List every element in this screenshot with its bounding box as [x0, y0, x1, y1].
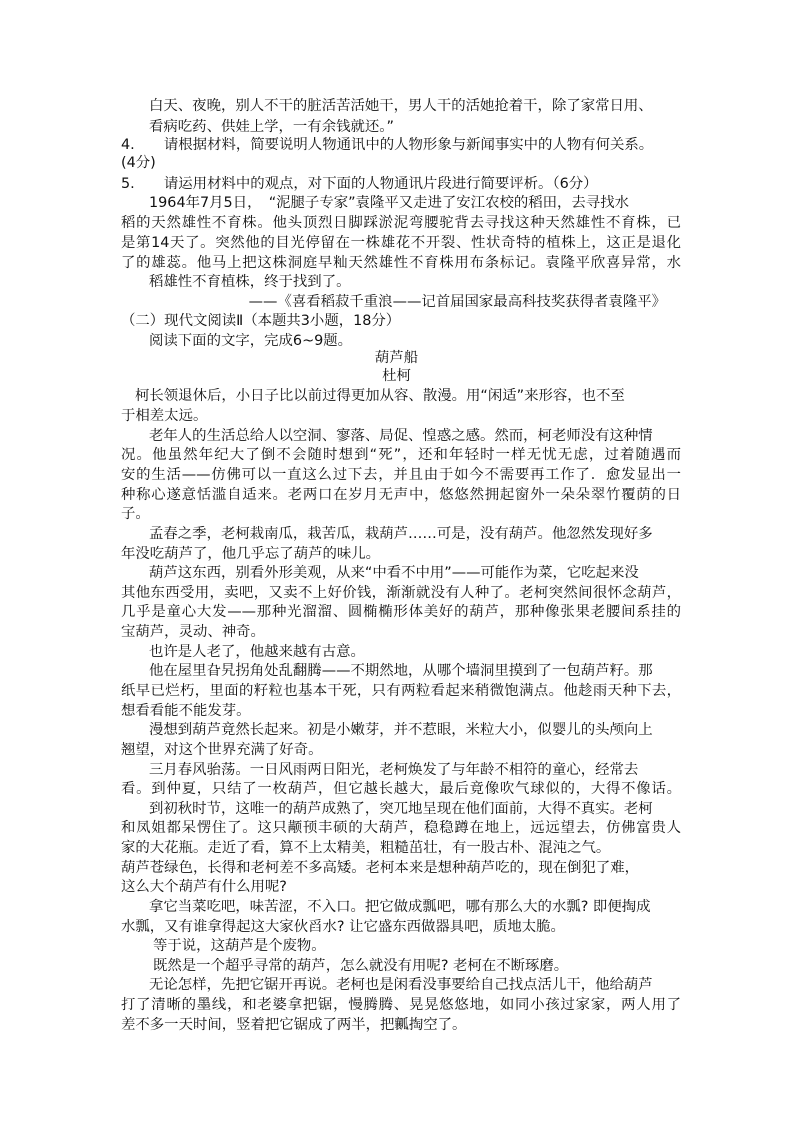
article-line: 差不多一天时间，竖着把它锯成了两半，把瓤掏空了。 [121, 1017, 467, 1033]
article-line: 宝葫芦，灵动、神奇。 [121, 624, 265, 640]
question-number: 5. [121, 176, 135, 192]
article-line: 拿它当菜吃吧，味苦涩，不入口。把它做成瓢吧，哪有那么大的水瓢? 即便掏成 [149, 899, 651, 915]
article-line: 看。到仲夏，只结了一枚葫芦，但它越长越大，最后竟像吹气球似的，大得不像话。 [121, 781, 681, 797]
question-score: (4分) [121, 155, 156, 171]
article-line: 安的生活——仿佛可以一直这么过下去，并且由于如今不需要再工作了．愈发显出一 [121, 467, 681, 483]
article-line: 柯长领退休后，小日子比以前过得更加从容、散漫。用“闲适”来形容，也不至 [135, 388, 625, 404]
article-line: 漫想到葫芦竟然长起来。初是小嫩芽，并不惹眼，米粒大小，似婴儿的头颅向上 [149, 722, 653, 738]
article-line: 于相差太远。 [121, 408, 208, 424]
passage-line: 1964年7月5日， “泥腿子专家”袁隆平又走进了安江农校的稻田，去寻找水 [149, 195, 629, 211]
question-text: 请运用材料中的观点，对下面的人物通讯片段进行简要评析。（6分） [163, 176, 598, 192]
article-line: 况。他虽然年纪大了倒不会随时想到“死”，还和年轻时一样无忧无虑，过着随遇而 [121, 447, 681, 463]
article-line: 家的大花瓶。走近了看，算不上太精美，粗糙茁壮，有一股古朴、混沌之气。 [121, 840, 611, 856]
article-line: 和凤姐都呆愣住了。这只颟顸丰硕的大葫芦，稳稳蹲在地上，远远望去，仿佛富贵人 [121, 820, 681, 836]
article-line: 三月春风骀荡。一日风雨两日阳光，老柯焕发了与年龄不相符的童心，经常去 [149, 762, 639, 778]
article-line: 水瓢，又有谁拿得起这大家伙舀水? 让它盛东西做器具吧，质地太脆。 [121, 919, 565, 935]
article-line: 这么大个葫芦有什么用呢? [121, 879, 287, 895]
passage-line: 稻雄性不育植株，终于找到了。 [149, 274, 351, 290]
passage-line: 稻的天然雄性不育株。他头顶烈日脚踩淤泥弯腰驼背去寻找这种天然雄性不育株，已 [121, 215, 681, 231]
article-line: 打了清晰的墨线，和老婆拿把锯，慢腾腾、晃晃悠悠地，如同小孩过家家，两人用了 [121, 997, 681, 1013]
section-heading: （二）现代文阅读Ⅱ（本题共3小题，18分） [121, 313, 401, 329]
article-line: 年没吃葫芦了，他几乎忘了葫芦的味儿。 [121, 546, 381, 562]
question-text: 请根据材料，简要说明人物通讯中的人物形象与新闻事实中的人物有何关系。 [163, 137, 654, 153]
question-number: 4. [121, 137, 135, 153]
article-line: 无论怎样，先把它锯开再说。老柯也是闲看没事要给自己找点活儿干，他给葫芦 [149, 977, 653, 993]
article-line: 子。 [121, 506, 150, 522]
quote-line: 看病吃药、供娃上学，一有余钱就还。” [149, 119, 394, 135]
article-line: 纸早已烂朽，里面的籽粒也基本干死，只有两粒看起来稍微饱满点。他趁雨天种下去， [121, 683, 681, 699]
article-line: 也许是人老了，他越来越有古意。 [149, 644, 365, 660]
passage-source: ——《喜看稻菽千重浪——记首届国家最高科技奖获得者袁隆平》 [248, 294, 666, 310]
section-instruction: 阅读下面的文字，完成6~9题。 [149, 333, 353, 349]
article-line: 几乎是童心大发——那种光溜溜、圆椭椭形体美好的葫芦，那种像张果老腰间系挂的 [121, 604, 681, 620]
article-author: 杜柯 [382, 368, 411, 384]
article-line: 老年人的生活总给人以空洞、寥落、局促、惶惑之感。然而，柯老师没有这种情 [149, 428, 653, 444]
article-line: 想看看能不能发芽。 [121, 703, 251, 719]
article-line: 孟春之季，老柯栽南瓜，栽苦瓜，栽葫芦……可是，没有葫芦。他忽然发现好多 [149, 526, 653, 542]
article-line: 既然是一个超乎寻常的葫芦，怎么就没有用呢? 老柯在不断琢磨。 [153, 958, 569, 974]
article-line: 到初秋时节，这唯一的葫芦成熟了，突兀地呈现在他们面前，大得不真实。老柯 [149, 801, 653, 817]
article-line: 葫芦这东西，别看外形美观，从来“中看不中用”——可能作为菜，它吃起来没 [149, 565, 639, 581]
article-title: 葫芦船 [374, 350, 419, 366]
article-line: 种称心遂意恬滥自适来。老两口在岁月无声中，悠悠然拥起窗外一朵朵翠竹覆荫的日 [121, 487, 681, 503]
quote-line: 白天、夜晚，别人不干的脏活苦活她干，男人干的活她抢着干，除了家常日用、 [149, 98, 653, 114]
passage-line: 了的雄蕊。他马上把这株洞庭早籼天然雄性不育株用布条标记。袁隆平欣喜异常，水 [121, 255, 681, 271]
question-5 [121, 174, 681, 195]
article-line: 其他东西受用，卖吧，又卖不上好价钱，渐渐就没有人种了。老柯突然间很怀念葫芦， [121, 585, 681, 601]
article-line: 葫芦苍绿色，长得和老柯差不多高矮。老柯本来是想种葫芦吃的，现在倒犯了难， [121, 860, 640, 876]
article-line: 等于说，这葫芦是个废物。 [153, 938, 326, 954]
article-line: 他在屋里旮旯拐角处乱翻腾——不期然地，从哪个墙洞里摸到了一包葫芦籽。那 [149, 663, 653, 679]
article-line: 翘望，对这个世界充满了好奇。 [121, 742, 323, 758]
passage-line: 是第14天了。突然他的目光停留在一株雄花不开裂、性状奇特的植株上，这正是退化 [121, 235, 681, 251]
